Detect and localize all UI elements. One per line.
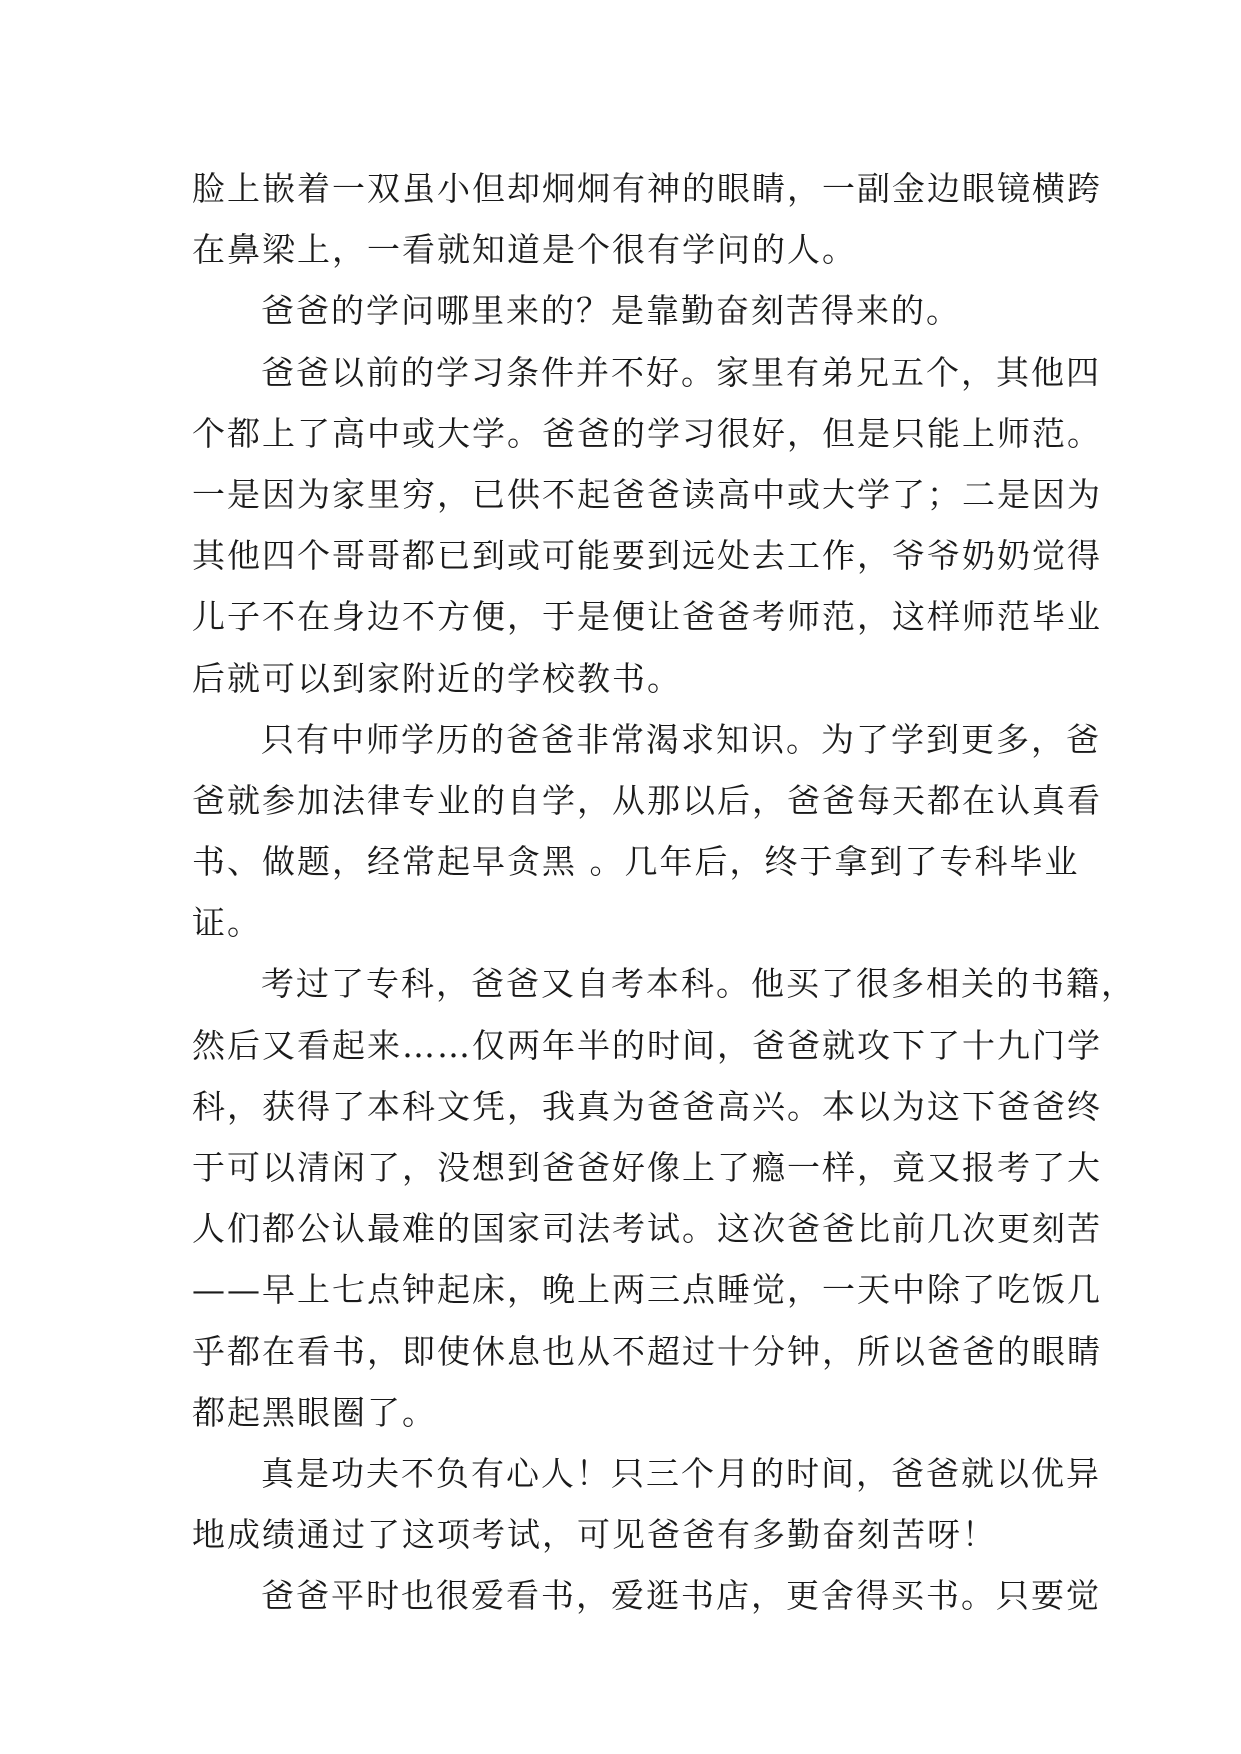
text-line: 其他四个哥哥都已到或可能要到远处去工作，爷爷奶奶觉得 [192,536,1102,576]
text-line: 于可以清闲了，没想到爸爸好像上了瘾一样，竟又报考了大 [192,1148,1102,1187]
text-line: 爸就参加法律专业的自学，从那以后，爸爸每天都在认真看 [192,780,1102,820]
text-line: 儿子不在身边不方便，于是便让爸爸考师范，这样师范毕业 [192,597,1102,637]
text-line: 地成绩通过了这项考试，可见爸爸有多勤奋刻苦呀！ [192,1515,997,1555]
text-line: 脸上嵌着一双虽小但却炯炯有神的眼睛，一副金边眼镜横跨 [192,169,1102,208]
paragraph-start-line: 真是功夫不负有心人！只三个月的时间，爸爸就以优异 [261,1453,1101,1493]
text-line: 证。 [192,903,262,943]
paragraph-start-line: 考过了专科，爸爸又自考本科。他买了很多相关的书籍， [261,964,1136,1004]
document-body [192,158,1136,1627]
text-line: 人们都公认最难的国家司法考试。这次爸爸比前几次更刻苦 [192,1209,1102,1249]
text-line: 后就可以到家附近的学校教书。 [192,658,682,698]
text-line: 乎都在看书，即使休息也从不超过十分钟，所以爸爸的眼睛 [192,1331,1102,1371]
text-line: ——早上七点钟起床，晚上两三点睡觉，一天中除了吃饭几 [192,1270,1102,1310]
paragraph-start-line: 爸爸以前的学习条件并不好。家里有弟兄五个，其他四 [261,352,1101,392]
text-line: 科，获得了本科文凭，我真为爸爸高兴。本以为这下爸爸终 [192,1086,1102,1126]
text-line: 书、做题，经常起早贪黑 。几年后，终于拿到了专科毕业 [192,842,1080,882]
paragraph-start-line: 爸爸的学问哪里来的？是靠勤奋刻苦得来的。 [261,291,961,331]
paragraph-start-line: 只有中师学历的爸爸非常渴求知识。为了学到更多，爸 [261,719,1101,759]
text-line: 个都上了高中或大学。爸爸的学习很好，但是只能上师范。 [192,413,1102,453]
text-line: 都起黑眼圈了。 [192,1392,437,1432]
text-line: 一是因为家里穷，已供不起爸爸读高中或大学了；二是因为 [192,474,1102,514]
text-line: 然后又看起来……仅两年半的时间，爸爸就攻下了十九门学 [192,1025,1102,1065]
paragraph-start-line: 爸爸平时也很爱看书，爱逛书店，更舍得买书。只要觉 [261,1576,1101,1616]
text-line: 在鼻梁上，一看就知道是个很有学问的人。 [192,230,857,270]
